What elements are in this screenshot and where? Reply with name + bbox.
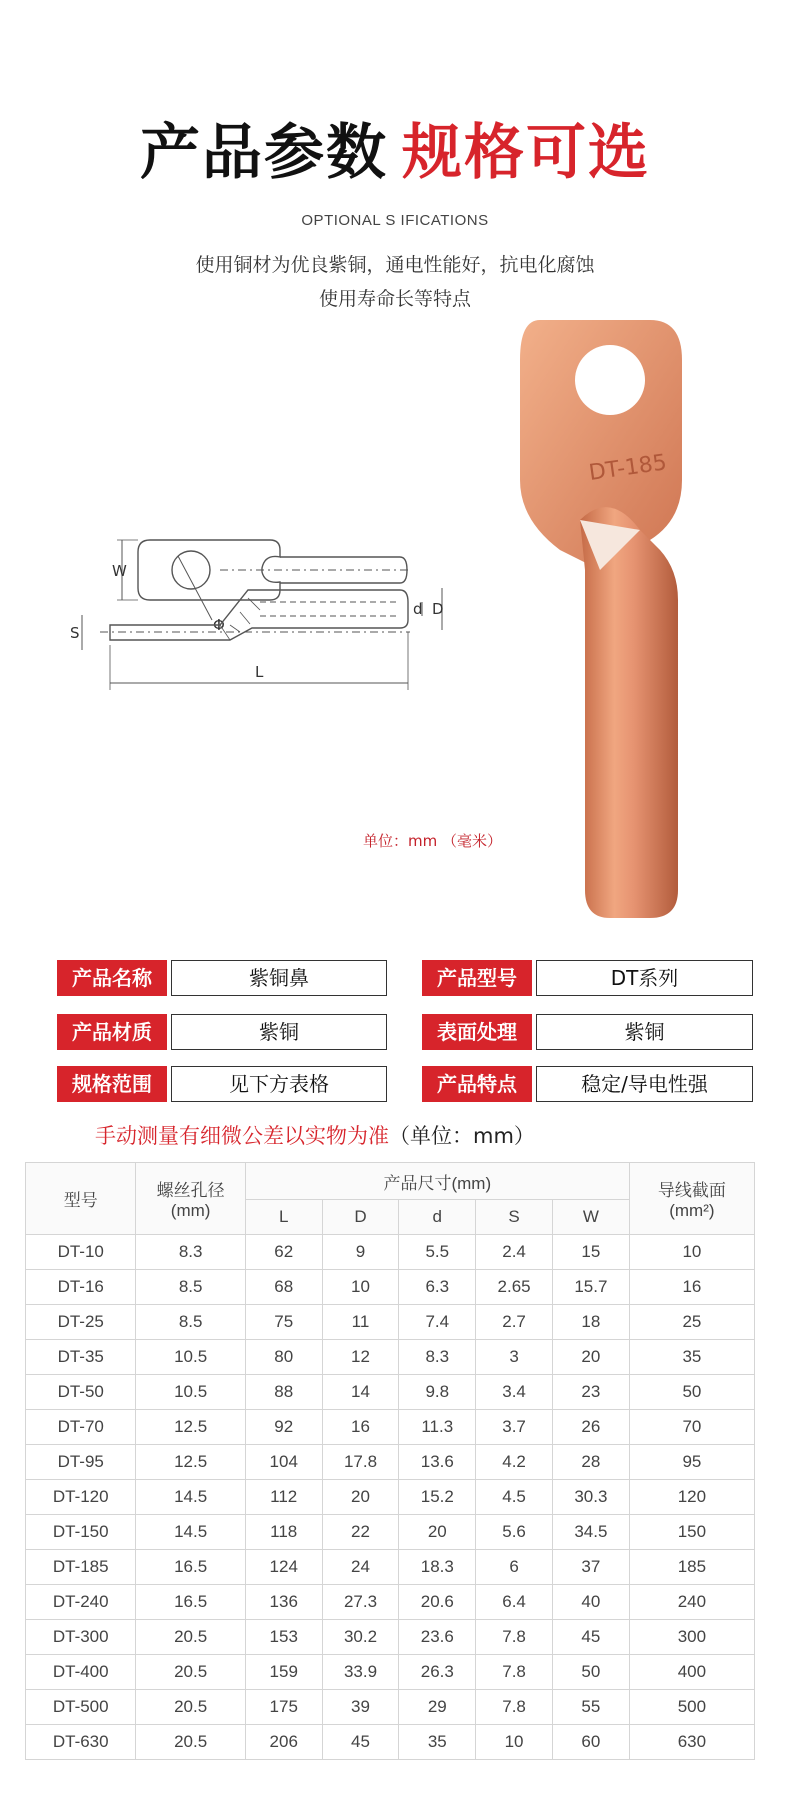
table-cell: 25 [629,1305,754,1340]
table-cell: 20 [322,1480,399,1515]
spec-label: 表面处理 [422,1014,532,1050]
spec-value: 紫铜 [536,1014,753,1050]
table-cell: 62 [245,1235,322,1270]
table-cell: 9.8 [399,1375,476,1410]
col-header-l: L [245,1200,322,1235]
drawing-label-s: S [70,624,80,642]
table-cell: DT-300 [26,1620,136,1655]
table-cell: 7.8 [476,1620,553,1655]
table-cell: 50 [629,1375,754,1410]
table-cell: 185 [629,1550,754,1585]
table-cell: 2.4 [476,1235,553,1270]
table-cell: 8.5 [136,1270,245,1305]
table-cell: 11.3 [399,1410,476,1445]
table-cell: 8.5 [136,1305,245,1340]
table-cell: DT-25 [26,1305,136,1340]
table-cell: 20.5 [136,1655,245,1690]
table-cell: 10 [476,1725,553,1760]
table-cell: 30.3 [552,1480,629,1515]
top-view-drawing [117,540,410,620]
col-header-wire [629,1163,754,1235]
spec-value: 紫铜 [171,1014,387,1050]
table-cell: DT-16 [26,1270,136,1305]
table-cell: 16.5 [136,1585,245,1620]
spec-value: DT系列 [536,960,753,996]
copper-lug-image [500,320,700,920]
table-cell: DT-185 [26,1550,136,1585]
col-header-wire-unit: (mm²) [669,1201,715,1220]
table-cell: DT-150 [26,1515,136,1550]
table-cell: 5.6 [476,1515,553,1550]
title-black: 产品参数 [140,118,388,188]
table-cell: 18 [552,1305,629,1340]
table-cell: 13.6 [399,1445,476,1480]
table-cell: 18.3 [399,1550,476,1585]
table-row [26,1725,755,1760]
table-cell: 2.7 [476,1305,553,1340]
table-cell: 39 [322,1690,399,1725]
spec-label: 规格范围 [57,1066,167,1102]
table-cell: DT-70 [26,1410,136,1445]
table-cell: 153 [245,1620,322,1655]
table-cell: 68 [245,1270,322,1305]
table-row [26,1515,755,1550]
table-cell: 12.5 [136,1445,245,1480]
table-row [26,1550,755,1585]
unit-note: 单位：mm （毫米） [363,832,502,850]
table-cell: 3.7 [476,1410,553,1445]
table-cell: 15 [552,1235,629,1270]
col-header-size: 产品尺寸(mm) [245,1163,629,1200]
table-cell: 95 [629,1445,754,1480]
description-line-1: 使用铜材为优良紫铜，通电性能好，抗电化腐蚀 [195,254,595,276]
drawing-label-d-big: D [432,600,444,618]
table-cell: 136 [245,1585,322,1620]
table-cell: 27.3 [322,1585,399,1620]
table-cell: 6.3 [399,1270,476,1305]
table-cell: 23 [552,1375,629,1410]
table-cell: 12.5 [136,1410,245,1445]
table-cell: 55 [552,1690,629,1725]
spec-table [25,1162,755,1760]
table-row [26,1270,755,1305]
table-cell: DT-400 [26,1655,136,1690]
table-cell: 35 [399,1725,476,1760]
table-row [26,1690,755,1725]
spec-table-body [26,1235,755,1760]
table-cell: 20 [399,1515,476,1550]
table-cell: 45 [322,1725,399,1760]
table-row [26,1620,755,1655]
table-cell: 10.5 [136,1375,245,1410]
table-cell: 40 [552,1585,629,1620]
table-cell: 3 [476,1340,553,1375]
table-cell: 10.5 [136,1340,245,1375]
table-cell: 2.65 [476,1270,553,1305]
table-cell: 7.8 [476,1690,553,1725]
table-cell: 206 [245,1725,322,1760]
table-cell: 35 [629,1340,754,1375]
technical-drawing [70,520,450,800]
table-cell: 60 [552,1725,629,1760]
drawing-label-w: W [112,562,127,580]
table-cell: 10 [629,1235,754,1270]
table-cell: 112 [245,1480,322,1515]
table-cell: 37 [552,1550,629,1585]
spec-row [57,1066,757,1102]
table-cell: 8.3 [136,1235,245,1270]
table-cell: 28 [552,1445,629,1480]
table-cell: 150 [629,1515,754,1550]
table-cell: 26 [552,1410,629,1445]
table-cell: 30.2 [322,1620,399,1655]
spec-label: 产品特点 [422,1066,532,1102]
col-header-s: S [476,1200,553,1235]
table-cell: 7.8 [476,1655,553,1690]
table-cell: 20.5 [136,1690,245,1725]
spec-row [57,1014,757,1050]
table-cell: 14.5 [136,1480,245,1515]
col-header-d-small: d [399,1200,476,1235]
tolerance-note [95,1120,535,1150]
table-cell: 124 [245,1550,322,1585]
table-cell: 11 [322,1305,399,1340]
table-cell: 16 [322,1410,399,1445]
col-header-screw-unit: (mm) [170,1201,211,1220]
table-cell: 23.6 [399,1620,476,1655]
table-cell: DT-50 [26,1375,136,1410]
table-cell: 20 [552,1340,629,1375]
table-cell: 500 [629,1690,754,1725]
table-cell: 240 [629,1585,754,1620]
drawing-label-d-small: d [413,600,423,618]
table-cell: 17.8 [322,1445,399,1480]
table-cell: 24 [322,1550,399,1585]
spec-value: 见下方表格 [171,1066,387,1102]
table-cell: 29 [399,1690,476,1725]
table-cell: 300 [629,1620,754,1655]
col-header-model: 型号 [26,1163,136,1235]
spec-row [57,960,757,996]
table-cell: 8.3 [399,1340,476,1375]
table-cell: 20.6 [399,1585,476,1620]
table-cell: 92 [245,1410,322,1445]
page-title [0,118,790,188]
table-row [26,1305,755,1340]
table-cell: 22 [322,1515,399,1550]
table-cell: DT-240 [26,1585,136,1620]
table-cell: 20.5 [136,1620,245,1655]
table-cell: 4.2 [476,1445,553,1480]
table-row [26,1445,755,1480]
table-cell: 88 [245,1375,322,1410]
tolerance-unit-text: （单位：mm） [389,1124,535,1148]
table-cell: 12 [322,1340,399,1375]
table-row [26,1410,755,1445]
table-row [26,1480,755,1515]
table-cell: DT-10 [26,1235,136,1270]
table-cell: 75 [245,1305,322,1340]
table-cell: 45 [552,1620,629,1655]
table-cell: 118 [245,1515,322,1550]
col-header-d-big: D [322,1200,399,1235]
table-cell: DT-500 [26,1690,136,1725]
table-cell: 16 [629,1270,754,1305]
table-row [26,1375,755,1410]
table-cell: 175 [245,1690,322,1725]
table-cell: 14 [322,1375,399,1410]
table-cell: 630 [629,1725,754,1760]
table-cell: DT-630 [26,1725,136,1760]
spec-label: 产品名称 [57,960,167,996]
table-cell: 6 [476,1550,553,1585]
col-header-w: W [552,1200,629,1235]
table-cell: 80 [245,1340,322,1375]
table-cell: 159 [245,1655,322,1690]
table-cell: 70 [629,1410,754,1445]
col-header-screw [136,1163,245,1235]
table-row [26,1655,755,1690]
table-cell: 15.2 [399,1480,476,1515]
drawing-label-phi: Φ [213,616,225,634]
table-cell: 16.5 [136,1550,245,1585]
spec-value: 稳定/导电性强 [536,1066,753,1102]
table-cell: 6.4 [476,1585,553,1620]
table-cell: DT-35 [26,1340,136,1375]
spec-label: 产品材质 [57,1014,167,1050]
table-cell: 26.3 [399,1655,476,1690]
product-marking: DT-185 [587,450,669,486]
tolerance-red-text: 手动测量有细微公差以实物为准 [95,1124,389,1148]
col-header-wire-label: 导线截面 [657,1181,726,1200]
table-row [26,1235,755,1270]
table-cell: DT-120 [26,1480,136,1515]
table-cell: 14.5 [136,1515,245,1550]
table-cell: 104 [245,1445,322,1480]
drawing-label-l: L [255,663,264,681]
table-cell: 7.4 [399,1305,476,1340]
table-cell: 15.7 [552,1270,629,1305]
table-row [26,1340,755,1375]
table-cell: 50 [552,1655,629,1690]
table-cell: 400 [629,1655,754,1690]
table-cell: 3.4 [476,1375,553,1410]
table-cell: 33.9 [322,1655,399,1690]
table-cell: 5.5 [399,1235,476,1270]
table-cell: 4.5 [476,1480,553,1515]
table-cell: 34.5 [552,1515,629,1550]
description-line-2: 使用寿命长等特点 [318,288,471,310]
spec-label: 产品型号 [422,960,532,996]
table-cell: DT-95 [26,1445,136,1480]
title-red: 规格可选 [402,118,650,188]
table-row [26,1585,755,1620]
col-header-screw-label: 螺丝孔径 [156,1181,225,1200]
page-subtitle: OPTIONAL S IFICATIONS [301,212,489,229]
table-cell: 10 [322,1270,399,1305]
table-cell: 9 [322,1235,399,1270]
table-cell: 20.5 [136,1725,245,1760]
table-cell: 120 [629,1480,754,1515]
spec-value: 紫铜鼻 [171,960,387,996]
